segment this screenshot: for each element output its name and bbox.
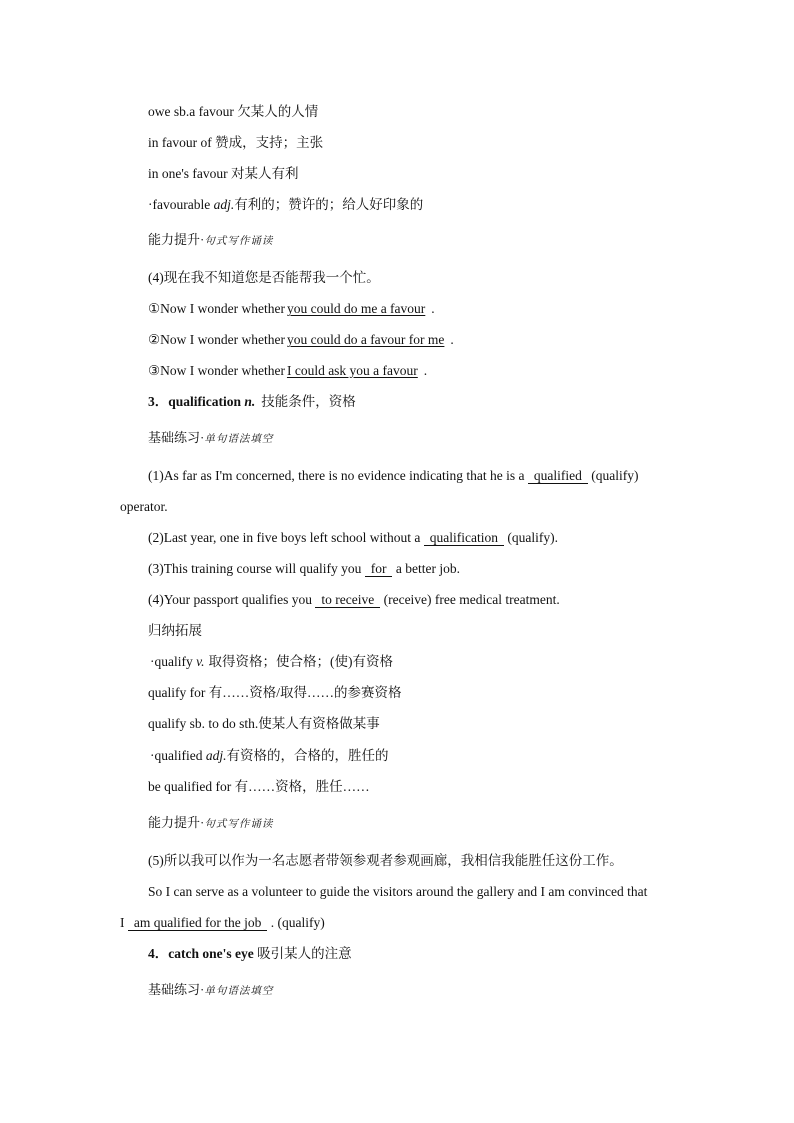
period: . — [450, 332, 454, 347]
answer-4b — [148, 331, 454, 349]
answer-4c-stem: ③Now I wonder whether — [148, 363, 285, 378]
section-heading-ability-2 — [148, 814, 273, 834]
section-3-title — [148, 393, 356, 411]
section-4-phrase: 4．catch one's eye — [148, 946, 258, 961]
answer-4a-fill: you could do me a favour — [286, 301, 426, 316]
qualified-meaning: 有资格的，合格的，胜任的 — [226, 748, 389, 763]
exercise-4-stem: (4)Your passport qualifies you — [148, 592, 312, 607]
phrase-owe-favour: owe sb.a favour 欠某人的人情 — [148, 104, 319, 119]
question-5-prompt: (5)所以我可以作为一名志愿者带领参观者参观画廊，我相信我能胜任这份工作。 — [148, 853, 623, 868]
exercise-4-tail: (receive) free medical treatment. — [383, 592, 560, 607]
exercise-3-tail: a better job. — [395, 561, 460, 576]
heading-main: 基础练习· — [148, 982, 205, 997]
section-4-title — [148, 945, 352, 963]
period: . — [423, 363, 428, 378]
answer-4c — [148, 362, 427, 380]
summary-be-qualified-for: be qualified for 有……资格，胜任…… — [148, 779, 370, 794]
question-4-prompt: (4)现在我不知道您是否能帮我一个忙。 — [148, 270, 380, 285]
heading-main: 基础练习· — [148, 430, 205, 445]
summary-qualify — [150, 653, 393, 671]
exercise-2-answer: qualification — [424, 530, 504, 546]
answer-4b-fill: you could do a favour for me — [286, 332, 445, 347]
heading-main: 能力提升· — [148, 232, 205, 247]
exercise-3 — [148, 560, 460, 578]
exercise-1-answer: qualified — [528, 468, 588, 484]
heading-sub: 句式写作诵读 — [204, 236, 274, 247]
answer-4a — [148, 300, 435, 318]
phrase-in-ones-favour: in one's favour 对某人有利 — [148, 166, 299, 181]
answer-4b-stem: ②Now I wonder whether — [148, 332, 285, 347]
pos-n: n. — [244, 394, 256, 409]
heading-sub: 句式写作诵读 — [204, 819, 274, 830]
exercise-4 — [148, 591, 560, 609]
summary-qualify-sb: qualify sb. to do sth.使某人有资格做某事 — [148, 716, 380, 731]
exercise-3-answer: for — [365, 561, 393, 577]
exercise-1-stem: (1)As far as I'm concerned, there is no evidence indicating that he is a — [148, 468, 525, 483]
heading-main: 能力提升· — [148, 815, 205, 830]
section-heading-basic-2 — [148, 981, 273, 1001]
exercise-2 — [148, 529, 558, 547]
exercise-1 — [148, 467, 639, 485]
answer-5-pronoun: I — [120, 915, 125, 930]
section-heading-basic — [148, 429, 273, 449]
pos-adj: adj. — [213, 197, 235, 212]
question-5-english: So I can serve as a volunteer to guide the visitors around the gallery and I am convinced that — [148, 884, 648, 899]
exercise-1-hint: (qualify) — [591, 468, 639, 483]
answer-4c-fill: I could ask you a favour — [286, 363, 418, 378]
summary-qualify-for: qualify for 有……资格/取得……的参赛资格 — [148, 685, 402, 700]
section-3-word: 3．qualification — [148, 394, 245, 409]
question-5-answer-line — [120, 914, 325, 932]
answer-5-fill: am qualified for the job — [128, 915, 267, 931]
section-heading-ability — [148, 231, 273, 251]
exercise-3-stem: (3)This training course will qualify you — [148, 561, 362, 576]
section-3-meaning: 技能条件，资格 — [261, 394, 356, 409]
pos-v: v. — [196, 654, 205, 669]
favourable-word: ·favourable — [148, 197, 214, 212]
period: . — [431, 301, 435, 316]
exercise-2-stem: (2)Last year, one in five boys left school without a — [148, 530, 421, 545]
favourable-meaning: 有利的；赞许的；给人好印象的 — [234, 197, 424, 212]
section-4-meaning: 吸引某人的注意 — [257, 946, 352, 961]
answer-5-hint: . (qualify) — [270, 915, 325, 930]
summary-qualified — [150, 747, 389, 765]
heading-sub: 单句语法填空 — [204, 434, 274, 445]
summary-heading: 归纳拓展 — [148, 623, 202, 638]
exercise-4-answer: to receive — [315, 592, 380, 608]
exercise-1-continued: operator. — [120, 499, 168, 514]
phrase-in-favour-of: in favour of 赞成，支持；主张 — [148, 135, 324, 150]
qualify-meaning: 取得资格；使合格；(使)有资格 — [208, 654, 393, 669]
qualify-word: ·qualify — [150, 654, 197, 669]
pos-adj: adj. — [205, 748, 227, 763]
answer-4a-stem: ①Now I wonder whether — [148, 301, 285, 316]
phrase-favourable — [148, 196, 423, 214]
heading-sub: 单句语法填空 — [204, 986, 274, 997]
exercise-2-hint: (qualify). — [507, 530, 558, 545]
qualified-word: ·qualified — [150, 748, 206, 763]
